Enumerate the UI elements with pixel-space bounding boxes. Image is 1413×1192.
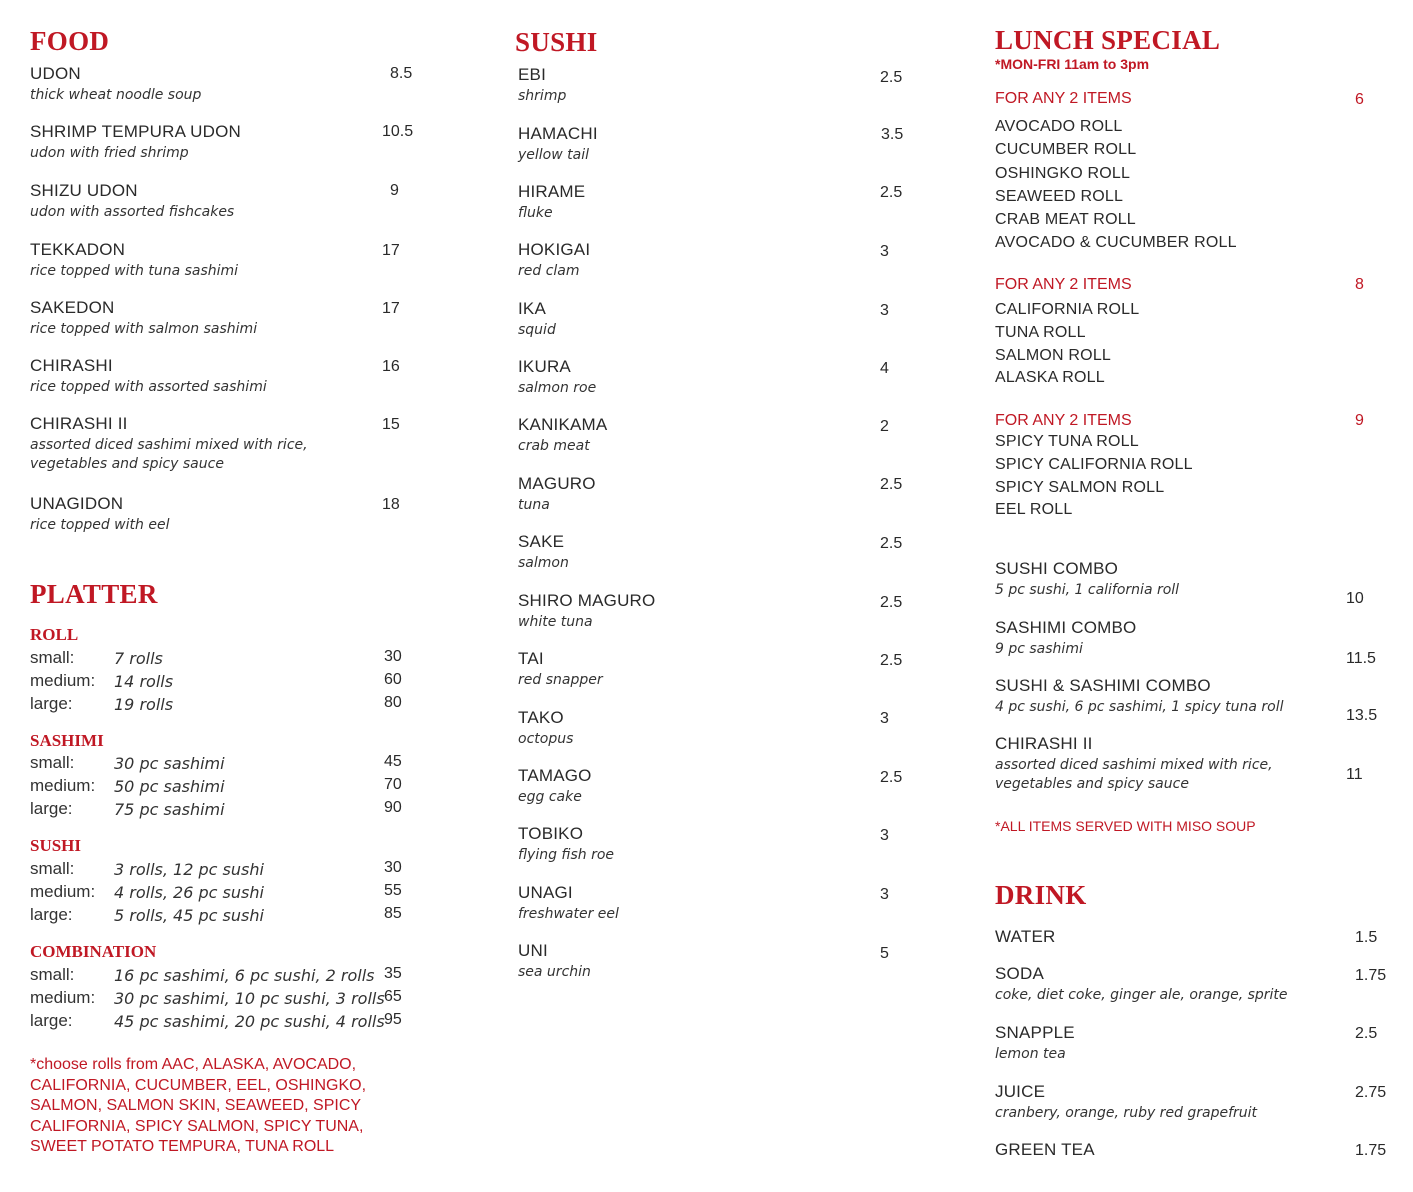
sushi-item-ikura (518, 357, 918, 396)
lunch-group-price: 9 (1355, 412, 1364, 429)
item-desc: 5 pc sushi, 1 california roll (995, 582, 1180, 598)
item-price: 16 (382, 358, 400, 375)
tier-size: medium: (30, 988, 96, 1007)
item-price: 11.5 (1346, 650, 1376, 667)
item-price: 3 (880, 243, 889, 260)
item-desc: tuna (518, 497, 550, 513)
menu-item-shrimp-tempura-udon (30, 122, 430, 161)
item-desc: udon with assorted fishcakes (30, 204, 235, 220)
tier-size: large: (30, 1011, 73, 1030)
item-price: 18 (382, 496, 400, 513)
tier-desc: 75 pc sashimi (114, 800, 225, 819)
item-desc: salmon (518, 555, 569, 571)
item-desc: salmon roe (518, 380, 597, 396)
item-desc: flying fish roe (518, 847, 615, 863)
item-name: SUSHI COMBO (995, 559, 1119, 578)
item-desc: fluke (518, 205, 553, 221)
tier-price: 85 (384, 905, 402, 922)
item-price: 3 (880, 886, 889, 903)
tier-price: 70 (384, 776, 402, 793)
tier-desc: 3 rolls, 12 pc sushi (114, 860, 264, 879)
item-price: 1.5 (1355, 929, 1378, 946)
sushi-item-maguro (518, 474, 918, 513)
item-name: WATER (995, 927, 1056, 946)
item-price: 2.5 (880, 476, 903, 493)
lunch-roll-item: CALIFORNIA ROLL (995, 301, 1140, 318)
tier-size: small: (30, 648, 75, 667)
tier-desc: 19 rolls (114, 695, 174, 714)
item-name: SHRIMP TEMPURA UDON (30, 122, 241, 141)
tier-size: small: (30, 965, 75, 984)
item-price: 2.5 (880, 184, 903, 201)
tier-desc: 7 rolls (114, 649, 163, 668)
lunch-roll-item: OSHINGKO ROLL (995, 165, 1131, 182)
item-price: 15 (382, 416, 400, 433)
lunch-roll-item: SPICY CALIFORNIA ROLL (995, 456, 1193, 473)
item-price: 13.5 (1346, 707, 1378, 724)
tier-desc: 4 rolls, 26 pc sushi (114, 883, 264, 902)
lunch-roll-item: SPICY TUNA ROLL (995, 433, 1139, 450)
combo-sushi (995, 559, 1405, 607)
drink-item-juice (995, 1082, 1405, 1121)
item-price: 2.5 (880, 69, 903, 86)
drink-item-snapple (995, 1023, 1405, 1062)
item-desc: crab meat (518, 438, 590, 454)
item-price: 10.5 (382, 123, 414, 140)
tier-price: 95 (384, 1011, 402, 1028)
tier-desc: 16 pc sashimi, 6 pc sushi, 2 rolls (114, 966, 375, 985)
item-desc: squid (518, 322, 556, 338)
sushi-item-hamachi (518, 124, 918, 163)
item-price: 4 (880, 360, 889, 377)
lunch-roll-item: ALASKA ROLL (995, 369, 1105, 386)
sushi-item-ika (518, 299, 918, 338)
drink-item-green-tea (995, 1140, 1405, 1160)
item-name: SNAPPLE (995, 1023, 1075, 1042)
lunch-roll-item: SALMON ROLL (995, 347, 1112, 364)
tier-price: 60 (384, 671, 402, 688)
tier-size: large: (30, 905, 73, 924)
tier-price: 65 (384, 988, 402, 1005)
item-name: UNI (518, 941, 548, 960)
tier-size: large: (30, 799, 73, 818)
menu-item-chirashi (30, 356, 430, 395)
item-price: 3 (880, 302, 889, 319)
sushi-item-shiro-maguro (518, 591, 918, 630)
combo-chirashi-ii (995, 734, 1405, 792)
sushi-item-hokigai (518, 240, 918, 279)
item-desc: coke, diet coke, ginger ale, orange, sprite (995, 987, 1288, 1003)
platter-group-title: COMBINATION (30, 942, 157, 961)
platter-group-title: ROLL (30, 625, 79, 644)
item-price: 2.5 (880, 535, 903, 552)
item-price: 5 (880, 945, 889, 962)
tier-price: 30 (384, 648, 402, 665)
lunch-roll-item: CRAB MEAT ROLL (995, 211, 1136, 228)
lunch-heading: LUNCH SPECIAL (995, 25, 1221, 55)
sushi-item-tai (518, 649, 918, 688)
item-name: CHIRASHI (30, 356, 113, 375)
tier-desc: 30 pc sashimi (114, 754, 225, 773)
lunch-group-price: 6 (1355, 91, 1364, 108)
item-name: UNAGIDON (30, 494, 124, 513)
sushi-item-ebi (518, 65, 918, 104)
item-name: HIRAME (518, 182, 586, 201)
tier-price: 55 (384, 882, 402, 899)
tier-size: medium: (30, 776, 96, 795)
lunch-roll-item: EEL ROLL (995, 501, 1073, 518)
sushi-item-tamago (518, 766, 918, 805)
item-desc: white tuna (518, 614, 593, 630)
item-desc: yellow tail (518, 147, 589, 163)
item-name: MAGURO (518, 474, 596, 493)
item-price: 1.75 (1355, 967, 1387, 984)
lunch-group-label: FOR ANY 2 ITEMS (995, 276, 1132, 293)
item-name: TAKO (518, 708, 564, 727)
menu-item-unagidon (30, 494, 430, 533)
drink-heading: DRINK (995, 880, 1087, 910)
tier-price: 80 (384, 694, 402, 711)
item-desc: egg cake (518, 789, 582, 805)
item-name: EBI (518, 65, 547, 84)
drink-item-water (995, 927, 1405, 947)
item-price: 2.75 (1355, 1084, 1387, 1101)
item-name: HOKIGAI (518, 240, 591, 259)
menu-item-udon (30, 64, 430, 103)
tier-size: small: (30, 859, 75, 878)
item-price: 8.5 (390, 65, 413, 82)
sushi-item-tako (518, 708, 918, 747)
tier-size: medium: (30, 671, 96, 690)
item-price: 3 (880, 710, 889, 727)
item-name: JUICE (995, 1082, 1046, 1101)
item-name: GREEN TEA (995, 1140, 1095, 1159)
tier-price: 35 (384, 965, 402, 982)
item-desc: rice topped with assorted sashimi (30, 379, 267, 395)
menu-item-tekkadon (30, 240, 430, 279)
lunch-roll-item: AVOCADO & CUCUMBER ROLL (995, 234, 1237, 251)
platter-group-title: SASHIMI (30, 731, 104, 750)
item-desc: 9 pc sashimi (995, 641, 1083, 657)
item-name: SODA (995, 964, 1044, 983)
item-name: SAKEDON (30, 298, 115, 317)
tier-desc: 50 pc sashimi (114, 777, 225, 796)
menu-item-sakedon (30, 298, 430, 337)
item-price: 3.5 (881, 126, 904, 143)
item-price: 11 (1346, 766, 1363, 783)
sushi-item-uni (518, 941, 918, 980)
lunch-roll-item: SPICY SALMON ROLL (995, 479, 1165, 496)
item-desc: lemon tea (995, 1046, 1066, 1062)
item-desc: red snapper (518, 672, 603, 688)
item-desc: red clam (518, 263, 580, 279)
item-price: 2.5 (880, 769, 903, 786)
item-price: 2.5 (1355, 1025, 1378, 1042)
item-desc: rice topped with eel (30, 517, 170, 533)
tier-size: small: (30, 753, 75, 772)
item-desc-line2: vegetables and spicy sauce (30, 456, 224, 472)
item-desc: shrimp (518, 88, 567, 104)
item-name: HAMACHI (518, 124, 598, 143)
item-desc: freshwater eel (518, 906, 619, 922)
item-price: 10 (1346, 590, 1364, 607)
tier-desc: 45 pc sashimi, 20 pc sushi, 4 rolls (114, 1012, 385, 1031)
item-desc: assorted diced sashimi mixed with rice, (30, 437, 308, 453)
item-desc-line2: vegetables and spicy sauce (995, 776, 1189, 792)
menu-item-chirashi-ii (30, 414, 430, 472)
tier-desc: 5 rolls, 45 pc sushi (114, 906, 264, 925)
item-name: SUSHI & SASHIMI COMBO (995, 676, 1211, 695)
item-name: IKA (518, 299, 547, 318)
item-desc: thick wheat noodle soup (30, 87, 202, 103)
item-desc: sea urchin (518, 964, 591, 980)
tier-size: large: (30, 694, 73, 713)
item-desc: assorted diced sashimi mixed with rice, (995, 757, 1273, 773)
platter-heading: PLATTER (30, 579, 158, 609)
item-price: 3 (880, 827, 889, 844)
item-name: TEKKADON (30, 240, 126, 259)
tier-price: 30 (384, 859, 402, 876)
tier-desc: 30 pc sashimi, 10 pc sushi, 3 rolls (114, 989, 385, 1008)
lunch-hours: *MON-FRI 11am to 3pm (995, 56, 1150, 72)
item-name: SHIZU UDON (30, 181, 138, 200)
item-name: TOBIKO (518, 824, 584, 843)
item-desc: cranbery, orange, ruby red grapefruit (995, 1105, 1258, 1121)
lunch-note: *ALL ITEMS SERVED WITH MISO SOUP (995, 818, 1256, 834)
lunch-group-price: 8 (1355, 276, 1364, 293)
item-name: TAMAGO (518, 766, 592, 785)
lunch-group-label: FOR ANY 2 ITEMS (995, 412, 1132, 429)
item-name: SASHIMI COMBO (995, 618, 1137, 637)
tier-size: medium: (30, 882, 96, 901)
item-desc: octopus (518, 731, 574, 747)
combo-sushi-sashimi (995, 676, 1405, 724)
item-name: UDON (30, 64, 81, 83)
sushi-item-kanikama (518, 415, 918, 454)
item-price: 2.5 (880, 652, 903, 669)
food-heading: FOOD (30, 26, 110, 56)
item-desc: 4 pc sushi, 6 pc sashimi, 1 spicy tuna roll (995, 699, 1284, 715)
lunch-roll-item: TUNA ROLL (995, 324, 1086, 341)
sushi-item-tobiko (518, 824, 918, 863)
sushi-item-unagi (518, 883, 918, 922)
item-price: 9 (390, 182, 399, 199)
item-price: 2 (880, 418, 889, 435)
item-price: 2.5 (880, 594, 903, 611)
menu-item-shizu-udon (30, 181, 430, 220)
item-desc: rice topped with salmon sashimi (30, 321, 258, 337)
item-desc: udon with fried shrimp (30, 145, 189, 161)
platter-note: *choose rolls from AAC, ALASKA, AVOCADO, CALIFORNIA, CUCUMBER, EEL, OSHINGKO, SALMON, SALMON SKIN, SEAWEED, SPICY CALIFORNIA, SPICY SALMON, SPICY TUNA, SWEET POTATO TEMPURA, TUNA ROLL (30, 1056, 367, 1156)
item-price: 1.75 (1355, 1142, 1387, 1159)
item-name: UNAGI (518, 883, 573, 902)
lunch-group-label: FOR ANY 2 ITEMS (995, 90, 1132, 107)
item-price: 17 (382, 242, 400, 259)
tier-price: 45 (384, 753, 402, 770)
lunch-roll-item: CUCUMBER ROLL (995, 141, 1137, 158)
item-name: IKURA (518, 357, 571, 376)
platter-group-title: SUSHI (30, 836, 82, 855)
item-name: TAI (518, 649, 544, 668)
item-name: CHIRASHI II (30, 414, 128, 433)
item-name: SAKE (518, 532, 565, 551)
sushi-heading: SUSHI (515, 27, 598, 57)
sushi-item-hirame (518, 182, 918, 221)
item-name: CHIRASHI II (995, 734, 1093, 753)
lunch-roll-item: AVOCADO ROLL (995, 118, 1123, 135)
combo-sashimi (995, 618, 1405, 667)
item-name: SHIRO MAGURO (518, 591, 656, 610)
item-price: 17 (382, 300, 400, 317)
item-desc: rice topped with tuna sashimi (30, 263, 239, 279)
drink-item-soda (995, 964, 1405, 1003)
tier-desc: 14 rolls (114, 672, 174, 691)
sushi-item-sake (518, 532, 918, 571)
lunch-roll-item: SEAWEED ROLL (995, 188, 1124, 205)
item-name: KANIKAMA (518, 415, 608, 434)
tier-price: 90 (384, 799, 402, 816)
